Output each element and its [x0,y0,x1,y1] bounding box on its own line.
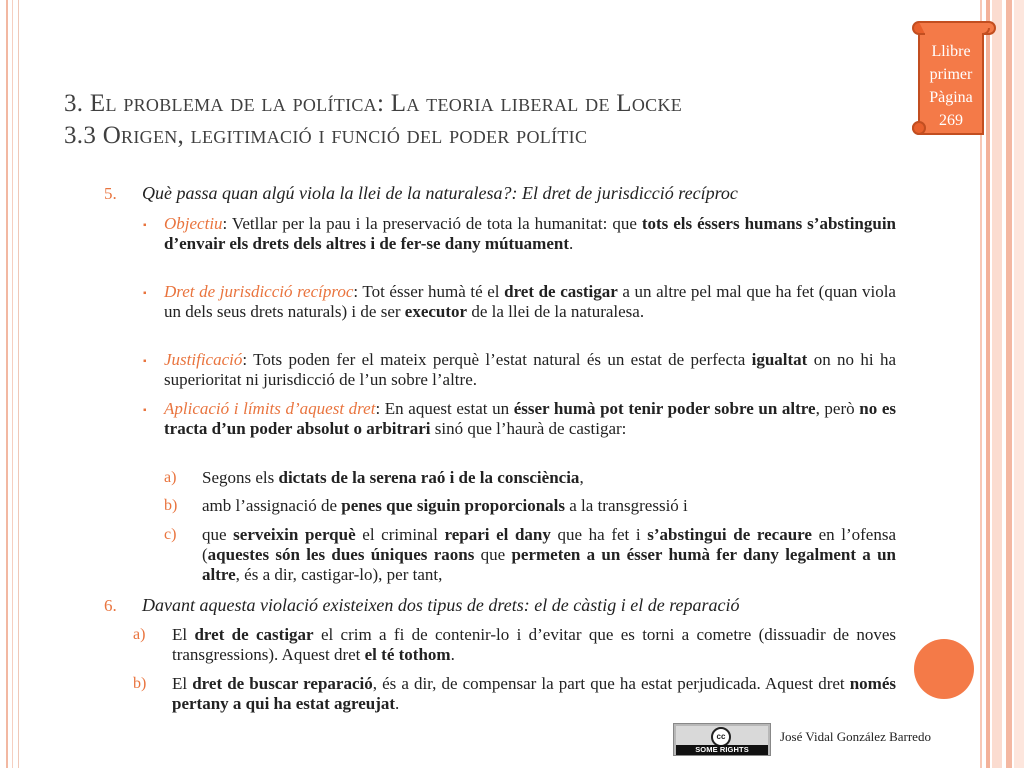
page-reference-scroll [905,18,997,144]
sublist-bold: dictats de la serena raó i de la consciència [278,468,580,487]
section-5-number: 5. [104,184,117,203]
sublist-text: que [202,525,234,544]
sublist-text: a la transgressió i [565,496,688,515]
rights-text: , és a dir, de compensar la part que ha estat perjudicada. Aquest dret [372,674,850,693]
sublist-text: , és a dir, castigar-lo), per tant, [235,565,443,584]
bullet-marker: ▪ [143,356,147,367]
bullet-bold: tots els éssers humans s’abstinguin d’envair els drets dels altres i de fer-se dany mútuament [164,214,896,253]
sublist-bold: repari el dany [444,525,551,544]
bullet-bold: dret de castigar [504,282,618,301]
cc-badge-inner [676,726,768,764]
rights-bold: el té tothom [364,645,451,664]
sublist-text: que [474,545,512,564]
rights-text: El [172,674,193,693]
sublist-bold: aquestes són les dues úniques raons [207,545,475,564]
badge-line: primer [929,66,973,83]
bullet-dret-jurisdiccio [164,282,896,322]
section-5-heading: Què passa quan algú viola la llei de la naturalesa?: El dret de jurisdicció recíproc [142,183,738,203]
badge-line: Pàgina [929,89,973,106]
cc-label: SOME RIGHTS RESERVED [676,745,768,755]
sublist-item [202,496,896,516]
sublist-bold: permeten a un ésser humà fer dany legalment a un altre [202,545,896,584]
bullet-bold: ésser humà pot tenir poder sobre un altre [513,399,816,418]
bullet-bold: igualtat [751,350,808,369]
bullet-text: a un altre pel mal que ha fet (quan viola un dels seus drets naturals) i de ser [164,282,896,321]
rights-item [172,674,896,714]
sublist-text: amb l’assignació de [202,496,342,515]
badge-line: Llibre [931,43,971,60]
rights-text: El [172,625,195,644]
sublist-text: en l’ofensa ( [202,525,896,564]
bullet-term: Objectiu [164,214,223,233]
badge-line: 269 [939,112,963,129]
right-stripe [1014,0,1024,768]
bullet-text: sinó que l’haurà de castigar: [430,419,627,438]
rights-item [172,625,896,665]
sublist-bold: penes que siguin proporcionals [341,496,566,515]
sublist-bold: s’abstingui de recaure [647,525,812,544]
bullet-text: : Tot ésser humà té el [353,282,505,301]
title-line-1: 3. El problema de la política: La teoria liberal de Locke [64,90,683,117]
rights-text: . [450,645,455,664]
sublist-letter: c) [164,526,177,543]
bullet-marker: ▪ [143,288,147,299]
bullet-aplicacio [164,399,896,439]
sublist-item [202,468,896,488]
bullet-bold: executor [404,302,468,321]
section-6-number: 6. [104,596,117,615]
badge-text [905,40,997,132]
rights-bold: dret de buscar reparació [192,674,373,693]
sublist-letter: b) [164,497,178,514]
bullet-text: on no hi ha superioritat ni jurisdicció de l’un sobre l’altre. [164,350,896,389]
bullet-text: : Vetllar per la pau i la preservació de tota la humanitat: que [222,214,642,233]
bullet-justificacio [164,350,896,390]
bullet-term: Aplicació i límits d’aquest dret [164,399,376,418]
bullet-term: Justificació [164,350,243,369]
rights-bold: dret de castigar [194,625,314,644]
title-line-2: 3.3 Origen, legitimació i funció del poder polític [64,122,588,149]
bullet-text: : En aquest estat un [375,399,514,418]
creative-commons-badge[interactable] [673,723,771,764]
bullet-bold: no es tracta d’un poder absolut o arbitrari [164,399,896,438]
rights-text: el crim a fi de contenir-lo i d’evitar que es torni a cometre (dissuadir de noves transgressions). Aquest dret [172,625,897,664]
sublist-text: Segons els [202,468,279,487]
bullet-objectiu [164,214,896,254]
bullet-marker: ▪ [143,220,147,231]
right-stripe [1006,0,1012,768]
rights-bold: només pertany a qui ha estat agreujat [172,674,896,713]
bullet-text: de la llei de la naturalesa. [467,302,645,321]
sublist-item [202,525,896,585]
rights-letter: a) [133,626,146,643]
decorative-circle [914,639,974,699]
cc-logo-icon: cc [711,727,731,747]
sublist-text: el criminal [355,525,445,544]
slide-title [64,88,904,152]
rights-letter: b) [133,675,147,692]
left-frame-decoration [0,0,19,768]
bullet-text: , però [815,399,860,418]
bullet-term: Dret de jurisdicció recíproc [164,282,354,301]
author-credit: José Vidal González Barredo [780,729,931,744]
sublist-letter: a) [164,469,177,486]
rights-text: . [395,694,400,713]
sublist-bold: serveixin perquè [233,525,356,544]
bullet-text: : Tots poden fer el mateix perquè l’estat natural és un estat de perfecta [242,350,752,369]
sublist-text: que ha fet i [550,525,648,544]
bullet-marker: ▪ [143,405,147,416]
bullet-text: . [568,234,574,253]
section-6-heading: Davant aquesta violació existeixen dos tipus de drets: el de càstig i el de reparació [142,595,740,615]
sublist-text: , [579,468,584,487]
